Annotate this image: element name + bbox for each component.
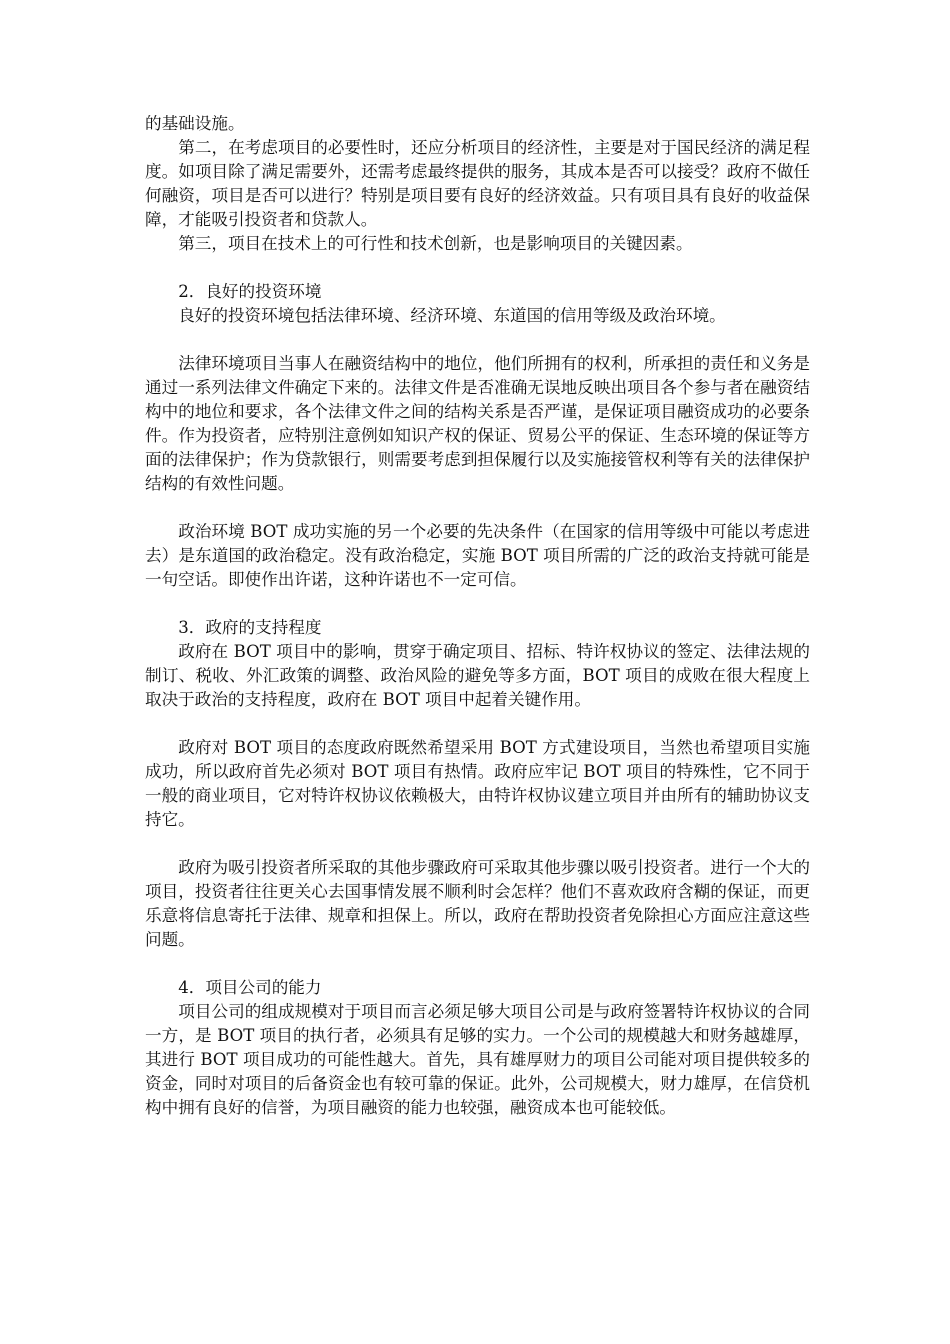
paragraph-political-environment: 政治环境 BOT 成功实施的另一个必要的先决条件（在国家的信用等级中可能以考虑进去）是东道国的政治稳定。没有政治稳定，实施 BOT 项目所需的广泛的政治支持就可能是一句空话。即使作出许诺，这种许诺也不一定可信。 [145,522,810,589]
paragraph-legal-environment: 法律环境项目当事人在融资结构中的地位，他们所拥有的权利，所承担的责任和义务是通过一系列法律文件确定下来的。法律文件是否准确无误地反映出项目各个参与者在融资结构中的地位和要求，各个法律文件之间的结构关系是否严谨，是保证项目融资成功的必要条件。作为投资者，应特别注意例如知识产权的保证、贸易公平的保证、生态环境的保证等方面的法律保护；作为贷款银行，则需要考虑到担保履行以及实施接管权利等有关的法律保护结构的有效性问题。 [145,354,810,493]
paragraph-government-influence: 政府在 BOT 项目中的影响，贯穿于确定项目、招标、特许权协议的签定、法律法规的制订、税收、外汇政策的调整、政治风险的避免等多方面，BOT 项目的成败在很大程度上取决于政治的支持程度，政府在 BOT 项目中起着关键作用。 [145,642,810,709]
section-heading-government-support: 3．政府的支持程度 [178,618,322,637]
paragraph-government-attitude: 政府对 BOT 项目的态度政府既然希望采用 BOT 方式建设项目，当然也希望项目实施成功，所以政府首先必须对 BOT 项目有热情。政府应牢记 BOT 项目的特殊性，它不同于一般的商业项目，它对特许权协议依赖极大，由特许权协议建立项目并由所有的辅助协议支持它。 [145,738,810,829]
paragraph-project-company-scale: 项目公司的组成规模对于项目而言必须足够大项目公司是与政府签署特许权协议的合同一方，是 BOT 项目的执行者，必须具有足够的实力。一个公司的规模越大和财务越雄厚，其进行 BOT 项目成功的可能性越大。首先，具有雄厚财力的项目公司能对项目提供较多的资金，同时对项目的后备资金也有较可靠的保证。此外，公司规模大，财力雄厚，在信贷机构中拥有良好的信誉，为项目融资的能力也较强，融资成本也可能较低。 [145,1002,810,1117]
paragraph-government-steps: 政府为吸引投资者所采取的其他步骤政府可采取其他步骤以吸引投资者。进行一个大的项目，投资者往往更关心去国事情发展不顺利时会怎样？他们不喜欢政府含糊的保证，而更乐意将信息寄托于法律、规章和担保上。所以，政府在帮助投资者免除担心方面应注意这些问题。 [145,858,810,949]
section-heading-project-company: 4．项目公司的能力 [178,978,322,997]
paragraph-continuation: 的基础设施。 [145,114,245,133]
paragraph-economic-feasibility: 第二，在考虑项目的必要性时，还应分析项目的经济性，主要是对于国民经济的满足程度。如项目除了满足需要外，还需考虑最终提供的服务，其成本是否可以接受？政府不做任何融资，项目是否可以进行？特别是项目要有良好的经济效益。只有项目具有良好的收益保障，才能吸引投资者和贷款人。 [145,138,810,229]
section-heading-investment-environment: 2．良好的投资环境 [178,282,322,301]
paragraph-technical-feasibility: 第三，项目在技术上的可行性和技术创新，也是影响项目的关键因素。 [178,234,693,253]
paragraph-investment-environment: 良好的投资环境包括法律环境、经济环境、东道国的信用等级及政治环境。 [178,306,726,325]
document-page [145,112,810,1120]
